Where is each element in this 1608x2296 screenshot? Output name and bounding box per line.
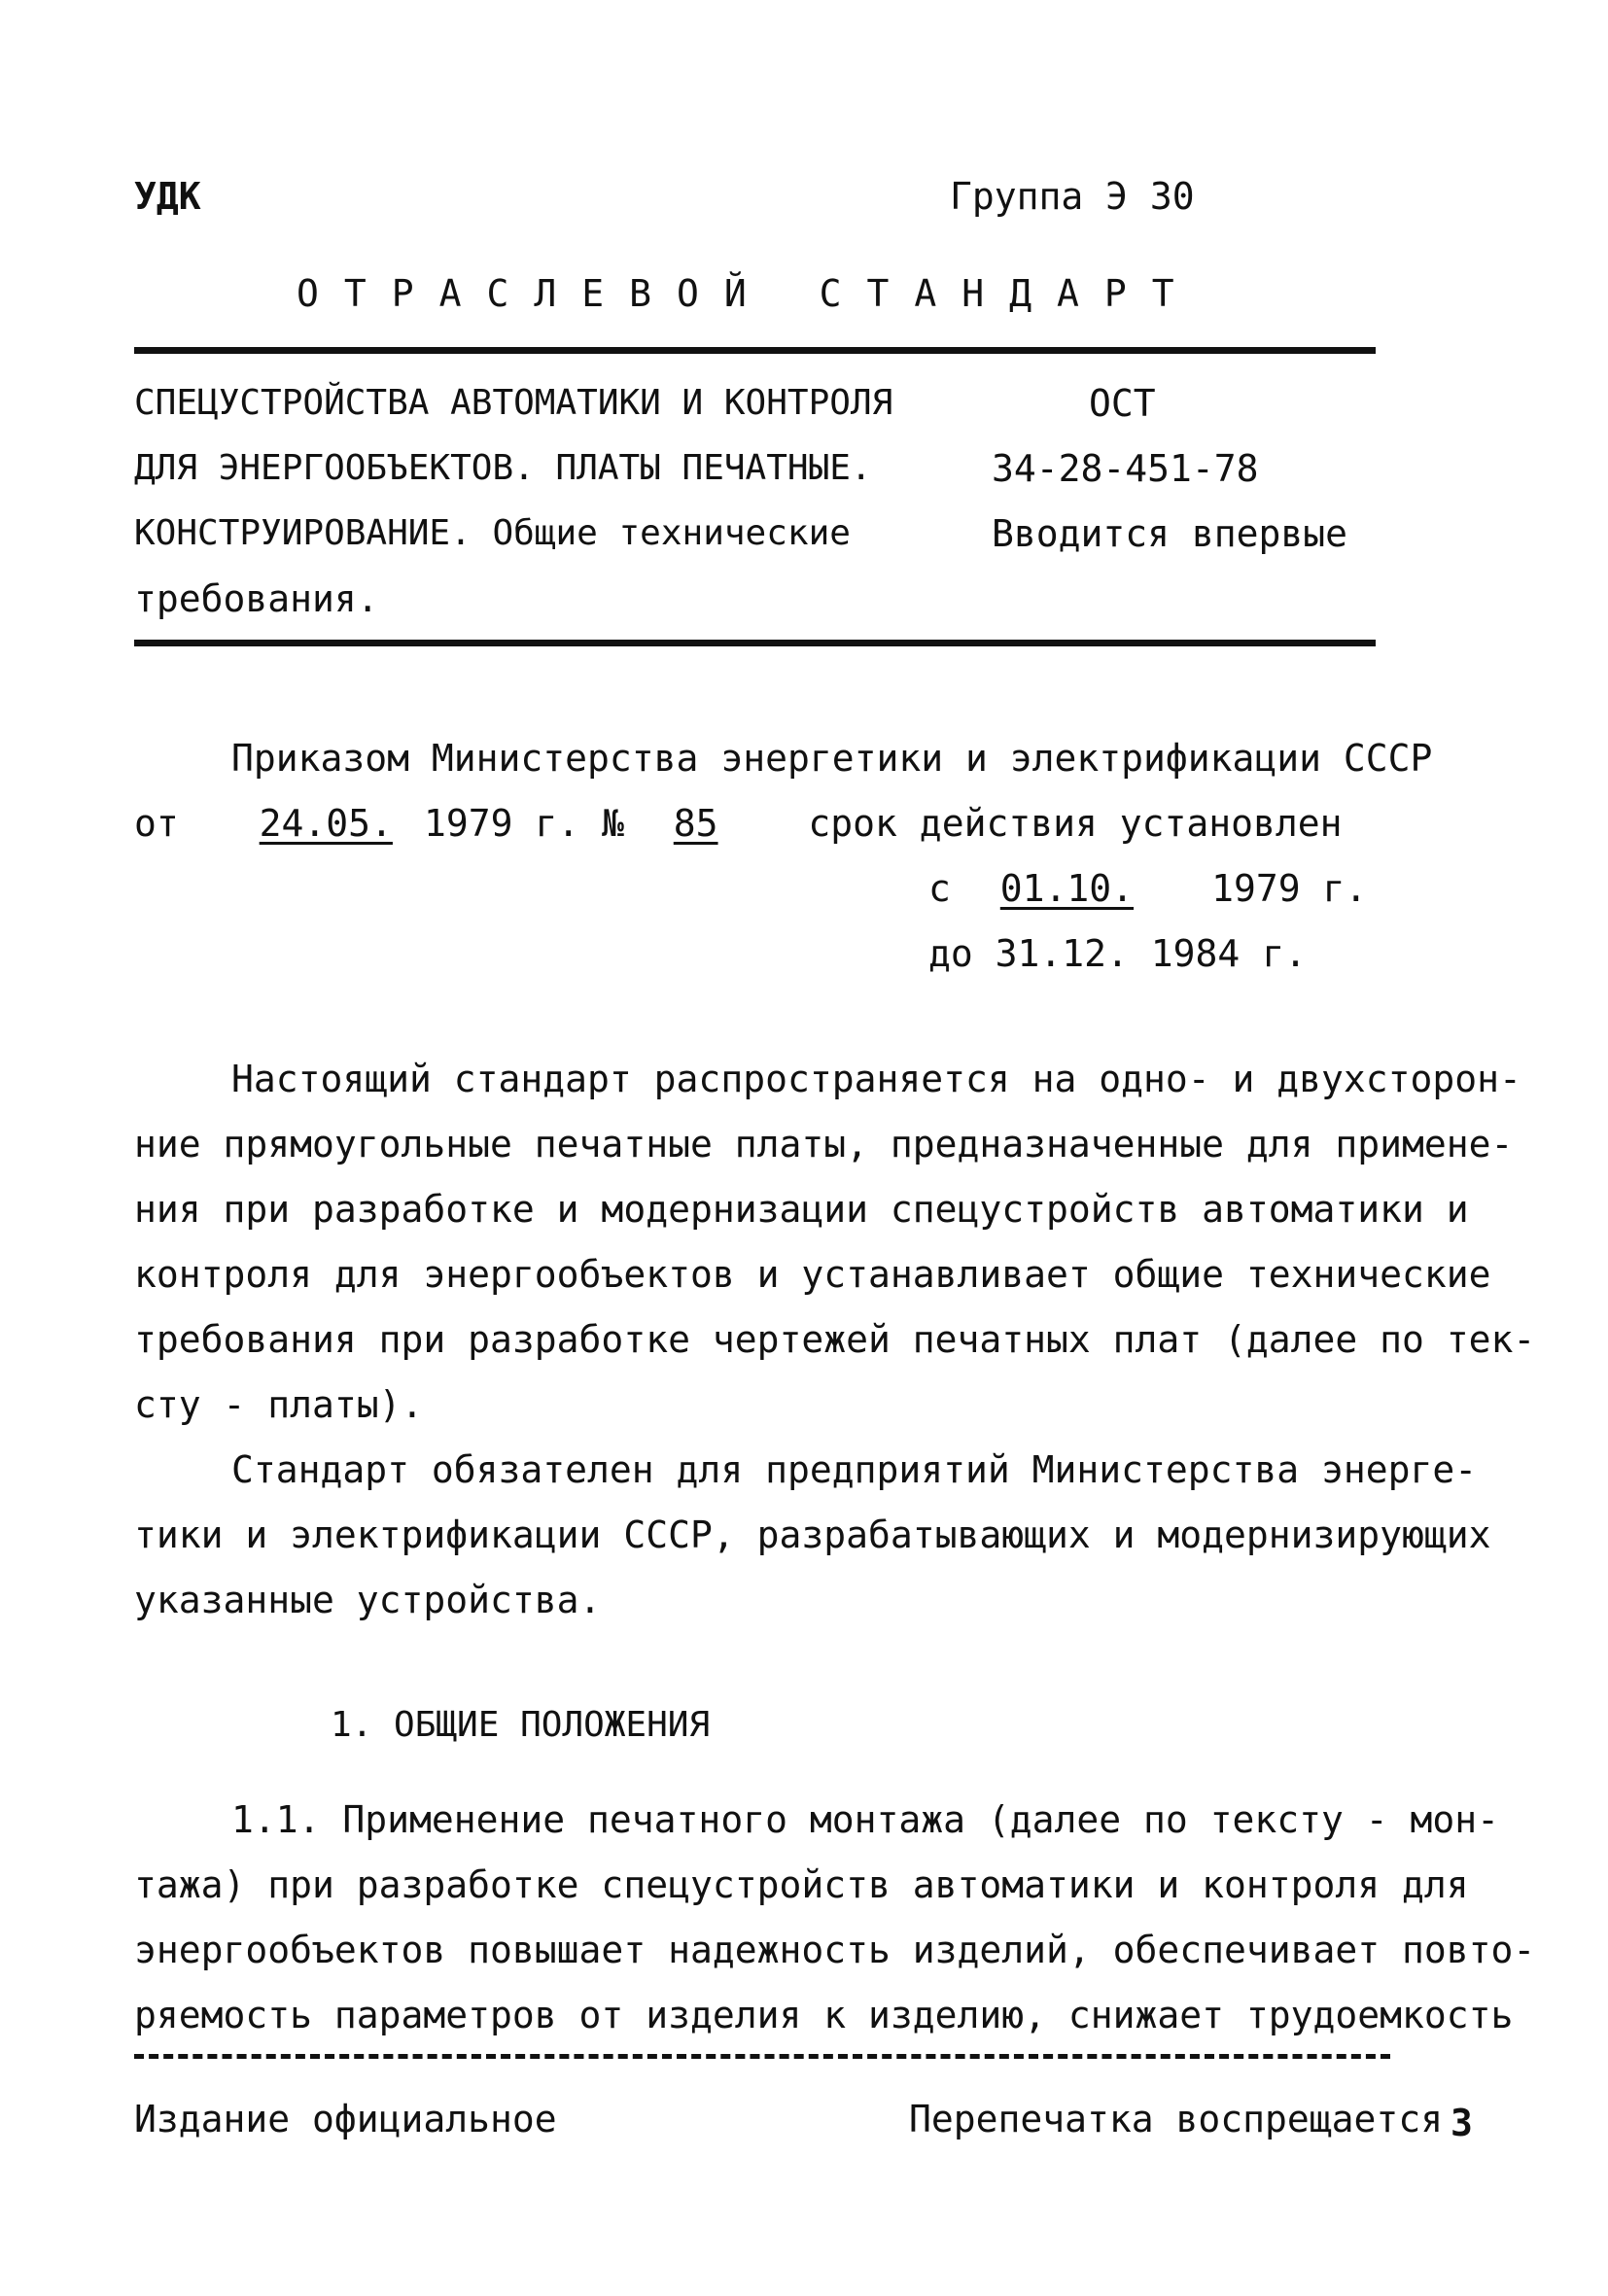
from-year: 1979 г. — [1211, 867, 1368, 910]
footer-reprint-notice: Перепечатка воспрещается — [909, 2098, 1444, 2140]
standard-name-line-3: КОНСТРУИРОВАНИЕ. Общие технические — [134, 513, 851, 553]
paragraph-3-line-4: ряемость параметров от изделия к изделию, снижает трудоемкость — [134, 1994, 1514, 2036]
from-date-label: с — [928, 867, 951, 910]
bottom-rule — [134, 640, 1376, 646]
top-rule — [134, 347, 1376, 354]
paragraph-2-line-3: указанные устройства. — [134, 1579, 602, 1621]
order-year: 1979 г. — [423, 802, 580, 845]
standard-name-line-1: СПЕЦУСТРОЙСТВА АВТОМАТИКИ И КОНТРОЛЯ — [134, 383, 893, 423]
order-date: 24.05. — [259, 802, 393, 845]
group-label: Группа Э 30 — [950, 175, 1195, 218]
paragraph-1-line-6: сту - платы). — [134, 1383, 424, 1426]
standard-name-line-2: ДЛЯ ЭНЕРГООБЪЕКТОВ. ПЛАТЫ ПЕЧАТНЫЕ. — [134, 448, 872, 488]
paragraph-1-line-5: требования при разработке чертежей печатных плат (далее по тек- — [134, 1318, 1536, 1361]
order-line-3 — [928, 867, 1367, 910]
paragraph-3-line-3: энергообъектов повышает надежность изделий, обеспечивает повто- — [134, 1929, 1536, 1971]
paragraph-1-line-4: контроля для энергообъектов и устанавливает общие технические — [134, 1253, 1491, 1296]
standard-status: Вводится впервые — [992, 512, 1348, 555]
to-date: 31.12. 1984 г. — [995, 932, 1307, 975]
paragraph-1-line-2: ние прямоугольные печатные платы, предназначенные для примене- — [134, 1123, 1514, 1165]
ost-number: 34-28-451-78 — [992, 447, 1259, 490]
from-date: 01.10. — [999, 867, 1135, 910]
paragraph-3-line-2: тажа) при разработке спецустройств автоматики и контроля для — [134, 1863, 1469, 1906]
udk-label: УДК — [134, 175, 201, 218]
validity-text: срок действия установлен — [808, 802, 1343, 845]
order-line-4 — [928, 932, 1307, 975]
order-from-label: от — [134, 802, 179, 845]
order-line-2 — [134, 802, 1343, 845]
page-number: 3 — [1451, 2102, 1473, 2144]
ost-label: ОСТ — [1089, 382, 1156, 425]
document-title: ОТРАСЛЕВОЙ СТАНДАРТ — [297, 272, 1200, 315]
paragraph-2-line-2: тики и электрификации СССР, разрабатывающих и модернизирующих — [134, 1513, 1491, 1556]
to-label: до — [928, 932, 973, 975]
order-line-1: Приказом Министерства энергетики и электрификации СССР — [231, 737, 1433, 780]
paragraph-3-line-1: 1.1. Применение печатного монтажа (далее по тексту - мон- — [231, 1798, 1500, 1841]
paragraph-2-line-1: Стандарт обязателен для предприятий Министерства энерге- — [231, 1448, 1478, 1491]
paragraph-1-line-1: Настоящий стандарт распространяется на одно- и двухсторон- — [231, 1058, 1521, 1100]
paragraph-1-line-3: ния при разработке и модернизации спецустройств автоматики и — [134, 1188, 1469, 1231]
section-heading: 1. ОБЩИЕ ПОЛОЖЕНИЯ — [331, 1705, 711, 1745]
footer-separator — [134, 2054, 1390, 2059]
footer-official-edition: Издание официальное — [134, 2098, 557, 2140]
standard-name-line-4: требования. — [134, 577, 379, 620]
order-number: 85 — [673, 802, 718, 845]
order-number-sign: № — [601, 802, 624, 845]
